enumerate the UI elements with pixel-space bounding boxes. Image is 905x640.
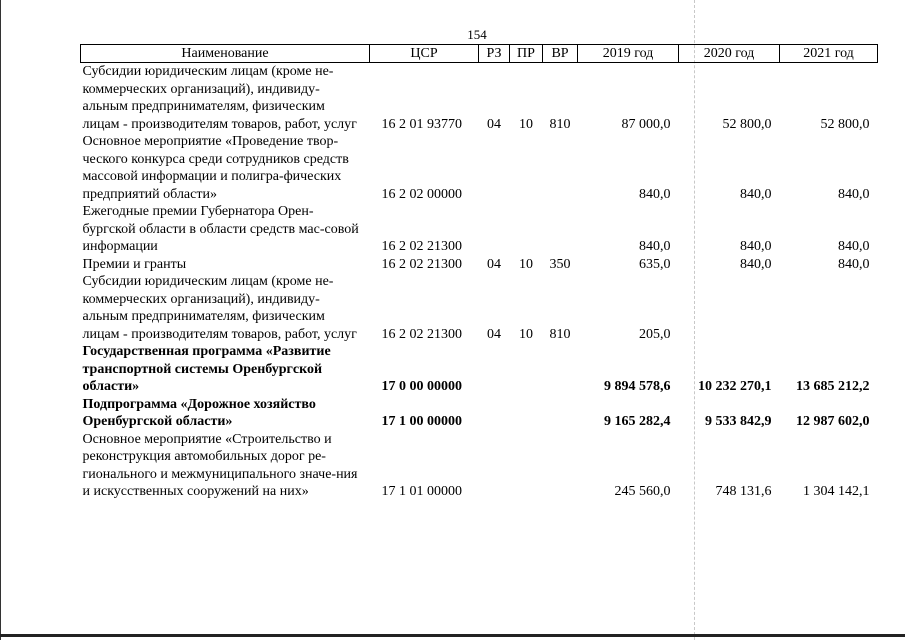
cell-vr <box>543 431 578 501</box>
table-row <box>81 203 878 256</box>
cell-rz <box>479 343 510 396</box>
cell-2020: 10 232 270,1 <box>698 379 772 394</box>
cell-csr: 16 2 01 93770 <box>381 116 462 132</box>
cell-2020: 52 800,0 <box>722 116 772 132</box>
cell-rz: 04 <box>487 256 501 272</box>
scan-edge-left <box>0 0 1 640</box>
cell-vr <box>543 343 578 396</box>
cell-rz <box>479 396 510 431</box>
cell-csr: 16 2 02 21300 <box>381 256 462 272</box>
cell-vr <box>543 203 578 256</box>
page-number: 154 <box>467 27 487 42</box>
cell-rz: 04 <box>487 326 501 342</box>
cell-vr: 810 <box>549 326 571 342</box>
cell-rz: 04 <box>487 116 501 132</box>
cell-2020: 748 131,6 <box>715 484 772 499</box>
cell-2019: 245 560,0 <box>614 484 671 499</box>
cell-2019: 87 000,0 <box>621 116 671 132</box>
table-header-row <box>81 45 878 63</box>
table-row <box>81 431 878 501</box>
table-row <box>81 273 878 343</box>
scan-edge-bottom <box>0 634 905 637</box>
cell-pr <box>510 133 543 203</box>
cell-vr: 350 <box>549 256 571 272</box>
cell-csr: 17 1 01 00000 <box>381 484 462 499</box>
cell-name: Основное мероприятие «Строительство и реконструкция автомобильных дорог ре-гионального и межмуниципального значе-ния и искусственных сооружений на них» <box>82 431 358 499</box>
cell-name: Основное мероприятие «Проведение твор-ческого конкурса среди сотрудников средств массовой информации и полигра-фических предприятий области» <box>82 134 349 202</box>
cell-pr <box>510 396 543 431</box>
cell-csr: 16 2 02 00000 <box>381 186 462 202</box>
header-2020: 2020 год <box>679 45 780 63</box>
cell-2020: 840,0 <box>740 239 772 254</box>
table-row <box>81 396 878 431</box>
cell-csr: 16 2 02 21300 <box>381 239 462 254</box>
cell-2019: 635,0 <box>639 256 671 272</box>
cell-vr <box>543 133 578 203</box>
cell-2021: 12 987 602,0 <box>796 414 870 429</box>
cell-2021: 840,0 <box>838 256 870 272</box>
cell-2019: 840,0 <box>639 239 671 254</box>
cell-rz <box>479 133 510 203</box>
cell-2020: 840,0 <box>740 256 772 272</box>
cell-2019: 9 165 282,4 <box>604 414 671 429</box>
cell-2021: 840,0 <box>838 186 870 202</box>
cell-csr: 17 1 00 00000 <box>381 414 462 429</box>
cell-vr <box>543 396 578 431</box>
cell-2021: 840,0 <box>838 239 870 254</box>
cell-2020 <box>679 273 780 343</box>
cell-pr <box>510 203 543 256</box>
header-csr: ЦСР <box>370 45 479 63</box>
cell-name: Подпрограмма «Дорожное хозяйство Оренбургской области» <box>82 396 316 429</box>
cell-pr: 10 <box>519 326 533 342</box>
cell-2019: 840,0 <box>639 186 671 202</box>
table-row <box>81 256 878 274</box>
header-pr: ПР <box>510 45 543 63</box>
header-2021: 2021 год <box>780 45 878 63</box>
cell-pr <box>510 343 543 396</box>
header-name: Наименование <box>81 45 370 63</box>
cell-rz <box>479 203 510 256</box>
cell-2021 <box>780 273 878 343</box>
cell-name: Ежегодные премии Губернатора Орен-бургской области в области средств мас-совой информации <box>82 204 359 254</box>
cell-2021: 1 304 142,1 <box>803 484 870 499</box>
cell-pr: 10 <box>519 116 533 132</box>
cell-2020: 840,0 <box>740 186 772 202</box>
cell-2019: 205,0 <box>639 326 671 342</box>
table-row <box>81 343 878 396</box>
cell-2020: 9 533 842,9 <box>705 414 772 429</box>
cell-name: Субсидии юридическим лицам (кроме не-коммерческих организаций), индивиду-альным предпринимателям, физическим лицам - производителям товаров, работ, услуг <box>82 274 357 342</box>
cell-csr: 16 2 02 21300 <box>381 326 462 342</box>
header-rz: РЗ <box>479 45 510 63</box>
table-row <box>81 133 878 203</box>
table-body <box>81 63 878 501</box>
table-row <box>81 63 878 134</box>
cell-rz <box>479 431 510 501</box>
cell-2019: 9 894 578,6 <box>604 379 671 394</box>
cell-csr: 17 0 00 00000 <box>381 379 462 394</box>
cell-name: Премии и гранты <box>82 256 187 272</box>
cell-pr: 10 <box>519 256 533 272</box>
cell-2021: 52 800,0 <box>820 116 870 132</box>
cell-vr: 810 <box>549 116 571 132</box>
cell-name: Субсидии юридическим лицам (кроме не-коммерческих организаций), индивиду-альным предпринимателям, физическим лицам - производителям товаров, работ, услуг <box>82 64 357 132</box>
cell-2021: 13 685 212,2 <box>796 379 870 394</box>
header-vr: ВР <box>543 45 578 63</box>
cell-name: Государственная программа «Развитие транспортной системы Оренбургской области» <box>82 344 331 394</box>
header-2019: 2019 год <box>578 45 679 63</box>
budget-table <box>80 44 878 501</box>
cell-pr <box>510 431 543 501</box>
